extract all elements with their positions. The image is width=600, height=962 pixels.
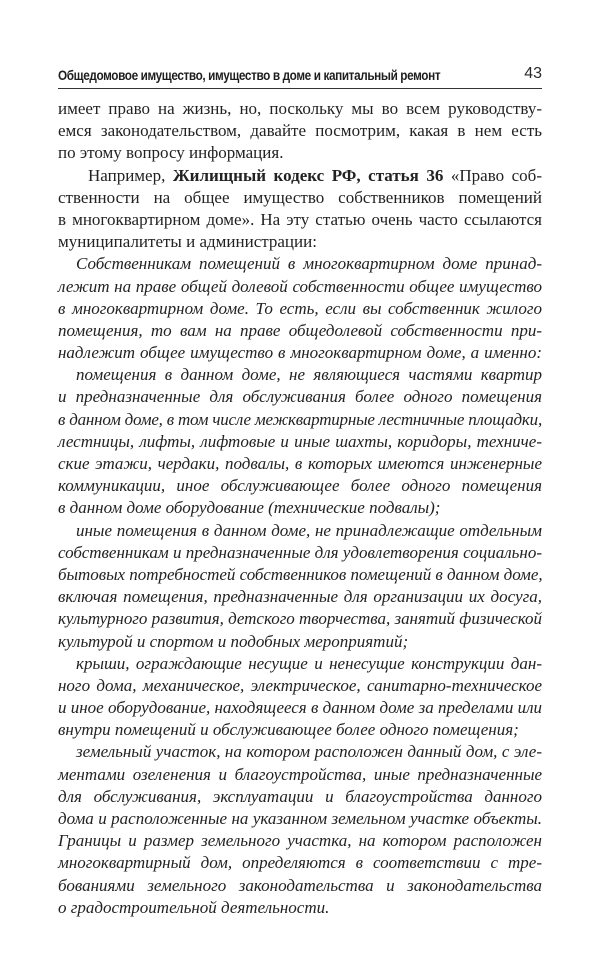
quote-line: лежит на праве общей долевой собственности общее имущество (58, 276, 542, 296)
quote-line: бытовых потребностей собственников помещений в данном доме, (58, 564, 543, 584)
chapter-title: Общедомовое имущество, имущество в доме и капитальный ремонт (58, 67, 441, 83)
text-line: имеет право на жизнь, но, поскольку мы во всем руководству- (58, 99, 542, 118)
quote-line: надлежит общее имущество в многоквартирном доме, а именно: (58, 343, 542, 363)
quote-line: ного дома, механическое, электрическое, санитарно-техническое (58, 675, 542, 695)
quote-paragraph-1 (58, 253, 542, 364)
page-number: 43 (524, 65, 542, 82)
quote-line: Собственникам помещений в многоквартирном доме принад- (76, 254, 542, 274)
quote-line: помещения, то вам на праве общедолевой собственности при- (58, 320, 542, 340)
quote-line: иные помещения в данном доме, не принадлежащие отдельным (76, 520, 542, 540)
text-line: в многоквартирном доме». На эту статью очень часто ссылаются (58, 209, 542, 229)
quote-line: культурой и спортом и подобных мероприятий; (58, 631, 409, 651)
quote-line: и предназначенные для обслуживания более одного помещения (58, 387, 542, 407)
quote-paragraph-3 (58, 520, 542, 653)
header-rule (58, 88, 542, 89)
paragraph-law-reference (58, 165, 542, 254)
quote-line: в данном доме оборудование (технические подвалы); (58, 498, 441, 518)
text-line: по этому вопросу информация. (58, 143, 284, 163)
quote-paragraph-5 (58, 741, 542, 919)
running-header (58, 64, 542, 90)
quote-line: лестницы, лифты, лифтовые и иные шахты, коридоры, техниче- (58, 431, 542, 451)
quote-line: бованиями земельного законодательства и законодательства (58, 875, 542, 895)
text-line (58, 165, 542, 187)
text-line: муниципалитеты и администрации: (58, 232, 317, 252)
quote-line: земельный участок, на котором расположен данный дом, с эле- (76, 742, 542, 762)
quote-line: и иное оборудование, находящееся в данном доме за пределами или (58, 698, 542, 718)
quote-line: Границы и размер земельного участка, на котором расположен (58, 831, 542, 851)
quote-line: внутри помещений и обслуживающее более одного помещения; (58, 720, 519, 740)
quote-line: помещения в данном доме, не являющиеся частями квартир (76, 365, 542, 385)
quote-line: для обслуживания, эксплуатации и благоустройства данного (58, 786, 542, 806)
quote-line: культурного развития, детского творчества, занятий физической (58, 609, 542, 629)
quote-line: многоквартирный дом, определяются в соответствии с тре- (58, 853, 542, 873)
quote-line: в многоквартирном доме. То есть, если вы собственник жилого (58, 298, 542, 318)
lead-text-rest: «Право соб- (443, 165, 542, 185)
text-line: емся законодательством, давайте посмотрим, какая в нем есть (58, 121, 542, 141)
quote-line: в данном доме, в том числе межквартирные лестничные площадки, (58, 409, 542, 429)
quote-paragraph-2 (58, 364, 542, 519)
quote-line: включая помещения, предназначенные для организации их досуга, (58, 587, 542, 607)
lead-text: Например, (88, 165, 173, 185)
quote-line: о градостроительной деятельности. (58, 897, 330, 917)
quote-line: дома и расположенные на указанном земельном участке объекты. (58, 809, 542, 828)
quote-line: коммуникации, иное обслуживающее более одного помещения (58, 476, 542, 496)
page-body (58, 98, 542, 919)
law-reference: Жилищный кодекс РФ, статья 36 (172, 165, 444, 185)
paragraph-intro (58, 98, 542, 165)
quote-line: ментами озеленения и благоустройства, иные предназначенные (58, 764, 542, 784)
quote-line: собственникам и предназначенные для удовлетворения социально- (58, 542, 542, 562)
quote-line: крыши, ограждающие несущие и ненесущие конструкции дан- (76, 653, 542, 673)
quote-line: ские этажи, чердаки, подвалы, в которых имеются инженерные (58, 454, 542, 473)
text-line: ственности на общее имущество собственников помещений (58, 187, 542, 207)
quote-paragraph-4 (58, 653, 542, 742)
